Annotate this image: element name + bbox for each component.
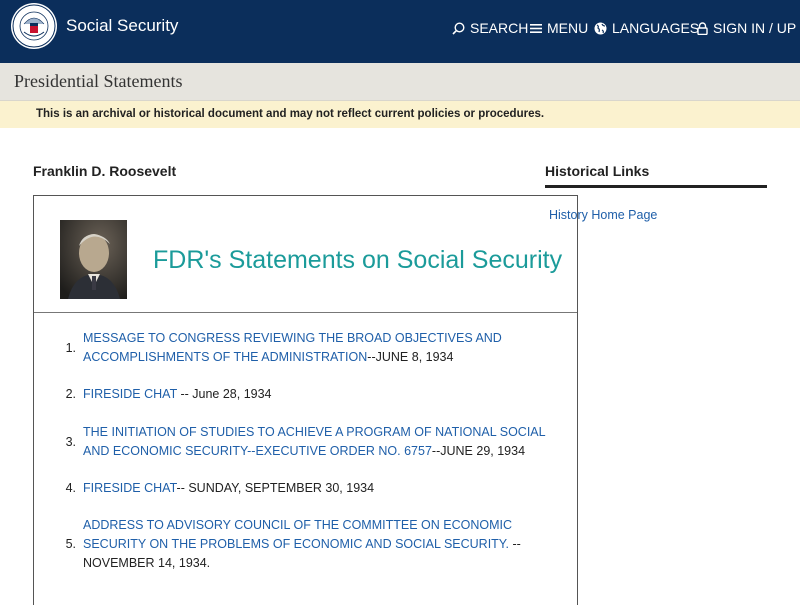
- brand-name[interactable]: Social Security: [66, 16, 179, 35]
- statement-date: --JUNE 29, 1934: [431, 444, 526, 458]
- menu-icon: [530, 23, 542, 34]
- page-title-bar: [0, 63, 800, 101]
- menu-label: MENU: [547, 20, 589, 36]
- card-title: FDR's Statements on Social Security: [153, 246, 563, 274]
- search-button[interactable]: [452, 18, 528, 38]
- menu-button[interactable]: [530, 18, 588, 38]
- search-icon: [452, 22, 465, 35]
- statement-date: -- SUNDAY, SEPTEMBER 30, 1934: [176, 481, 375, 495]
- statement-link[interactable]: MESSAGE TO CONGRESS REVIEWING THE BROAD OBJECTIVES AND ACCOMPLISHMENTS OF THE ADMINISTRATION: [83, 331, 502, 364]
- statements-card: [33, 195, 578, 605]
- statement-date: -- June 28, 1934: [177, 387, 272, 401]
- item-number: 1.: [65, 341, 76, 355]
- item-number: 5.: [65, 537, 76, 551]
- divider: [545, 185, 767, 188]
- statement-date: -- NOVEMBER 14, 1934.: [83, 537, 521, 570]
- languages-label: LANGUAGES: [612, 20, 700, 36]
- statement-date: --JUNE 8, 1934: [367, 350, 454, 364]
- languages-button[interactable]: [594, 18, 699, 38]
- statement-link[interactable]: THE INITIATION OF STUDIES TO ACHIEVE A PROGRAM OF NATIONAL SOCIAL AND ECONOMIC SECURITY--EXECUTIVE ORDER NO. 6757: [83, 425, 546, 458]
- fdr-portrait: [60, 220, 127, 299]
- item-number: 2.: [65, 387, 76, 401]
- statement-link[interactable]: ADDRESS TO ADVISORY COUNCIL OF THE COMMITTEE ON ECONOMIC SECURITY ON THE PROBLEMS OF ECONOMIC AND SOCIAL SECURITY.: [83, 518, 512, 551]
- lock-icon: [697, 22, 708, 35]
- sign-in-label: SIGN IN / UP: [713, 20, 797, 36]
- item-number: 3.: [65, 435, 76, 449]
- sign-in-button[interactable]: [697, 18, 796, 38]
- page-title: Presidential Statements: [14, 71, 183, 91]
- site-header: [0, 0, 800, 63]
- statement-link[interactable]: FIRESIDE CHAT: [83, 481, 177, 495]
- history-home-link[interactable]: History Home Page: [549, 208, 658, 222]
- archival-notice: [0, 101, 800, 128]
- statement-link[interactable]: FIRESIDE CHAT: [83, 387, 177, 401]
- archival-notice-text: This is an archival or historical document and may not reflect current policies or procedures.: [36, 108, 545, 120]
- ssa-seal-icon[interactable]: [10, 2, 58, 50]
- historical-links-heading: Historical Links: [545, 163, 650, 179]
- author-heading: Franklin D. Roosevelt: [33, 163, 177, 179]
- item-number: 4.: [65, 481, 76, 495]
- card-header: [34, 196, 577, 313]
- globe-icon: [594, 22, 607, 35]
- search-label: SEARCH: [470, 20, 529, 36]
